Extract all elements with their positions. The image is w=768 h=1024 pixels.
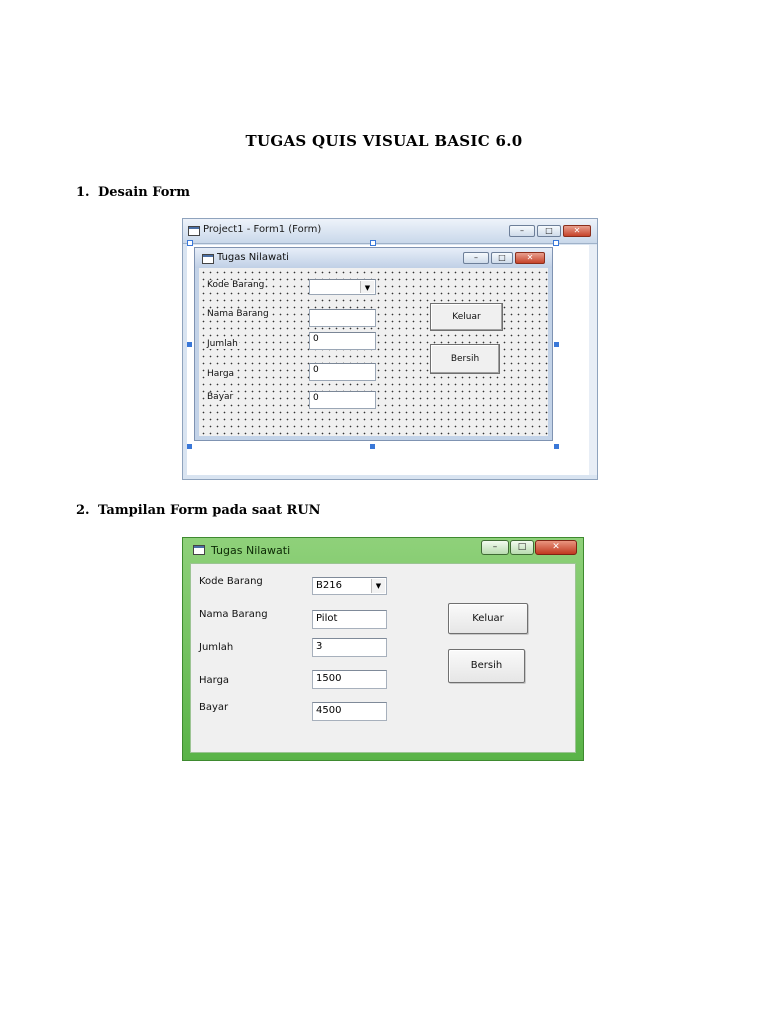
- run-form-title: Tugas Nilawati: [211, 544, 291, 557]
- jumlah-input[interactable]: 3: [312, 638, 387, 657]
- keluar-button[interactable]: Keluar: [448, 603, 528, 634]
- label-harga: Harga: [207, 369, 235, 379]
- run-form-body: [190, 563, 576, 753]
- label-kode-barang: Kode Barang: [199, 576, 263, 587]
- section-1-number: 1.: [76, 185, 90, 200]
- chevron-down-icon[interactable]: ▼: [360, 281, 374, 293]
- design-form-title-bar: [195, 248, 552, 268]
- design-form-title: Tugas Nilawati: [217, 252, 289, 263]
- harga-input[interactable]: 0: [309, 363, 376, 381]
- design-form: [194, 247, 553, 441]
- bersih-button[interactable]: Bersih: [448, 649, 525, 683]
- label-jumlah: Jumlah: [207, 339, 238, 349]
- label-nama-barang: Nama Barang: [199, 609, 268, 620]
- document-title: TUGAS QUIS VISUAL BASIC 6.0: [245, 132, 523, 150]
- selection-handle[interactable]: [370, 240, 376, 246]
- design-minimize-button[interactable]: –: [463, 252, 489, 264]
- label-harga: Harga: [199, 675, 230, 686]
- run-form-window: [182, 537, 584, 761]
- selection-handle[interactable]: [187, 444, 192, 449]
- nama-barang-input[interactable]: Pilot: [312, 610, 387, 629]
- section-2-label: Tampilan Form pada saat RUN: [98, 503, 321, 518]
- ide-window-title: Project1 - Form1 (Form): [203, 224, 322, 235]
- kode-barang-value: B216: [316, 580, 342, 591]
- design-form-grid: [199, 268, 548, 436]
- ide-close-button[interactable]: ✕: [563, 225, 591, 237]
- selection-handle[interactable]: [554, 444, 559, 449]
- bayar-input[interactable]: 4500: [312, 702, 387, 721]
- label-bayar: Bayar: [207, 392, 234, 402]
- section-1-label: Desain Form: [98, 185, 190, 200]
- label-jumlah: Jumlah: [199, 642, 234, 653]
- label-bayar: Bayar: [199, 702, 229, 713]
- design-maximize-button[interactable]: □: [491, 252, 513, 264]
- run-close-button[interactable]: ✕: [535, 540, 577, 555]
- kode-barang-combo[interactable]: [309, 279, 376, 295]
- chevron-down-icon[interactable]: ▼: [371, 579, 385, 593]
- label-kode-barang: Kode Barang: [207, 280, 265, 290]
- run-minimize-button[interactable]: –: [481, 540, 509, 555]
- section-2-number: 2.: [76, 503, 90, 518]
- selection-handle[interactable]: [553, 240, 559, 246]
- bersih-button[interactable]: Bersih: [430, 344, 500, 374]
- run-maximize-button[interactable]: □: [510, 540, 534, 555]
- ide-minimize-button[interactable]: –: [509, 225, 535, 237]
- selection-handle[interactable]: [554, 342, 559, 347]
- selection-handle[interactable]: [187, 342, 192, 347]
- ide-maximize-button[interactable]: □: [537, 225, 561, 237]
- design-close-button[interactable]: ✕: [515, 252, 545, 264]
- selection-handle[interactable]: [187, 240, 193, 246]
- selection-handle[interactable]: [370, 444, 375, 449]
- jumlah-input[interactable]: 0: [309, 332, 376, 350]
- bayar-input[interactable]: 0: [309, 391, 376, 409]
- section-2-heading: [76, 503, 321, 518]
- label-nama-barang: Nama Barang: [207, 309, 269, 319]
- kode-barang-combo[interactable]: [312, 577, 387, 595]
- keluar-button[interactable]: Keluar: [430, 303, 503, 331]
- nama-barang-input[interactable]: [309, 309, 376, 327]
- harga-input[interactable]: 1500: [312, 670, 387, 689]
- ide-title-bar: [183, 219, 597, 244]
- form-icon: [193, 545, 205, 555]
- section-1-heading: [76, 185, 190, 200]
- form-icon: [202, 254, 214, 264]
- form-window-icon: [188, 226, 200, 236]
- ide-scrollbar[interactable]: [589, 245, 597, 475]
- run-form-title-bar: [183, 538, 583, 562]
